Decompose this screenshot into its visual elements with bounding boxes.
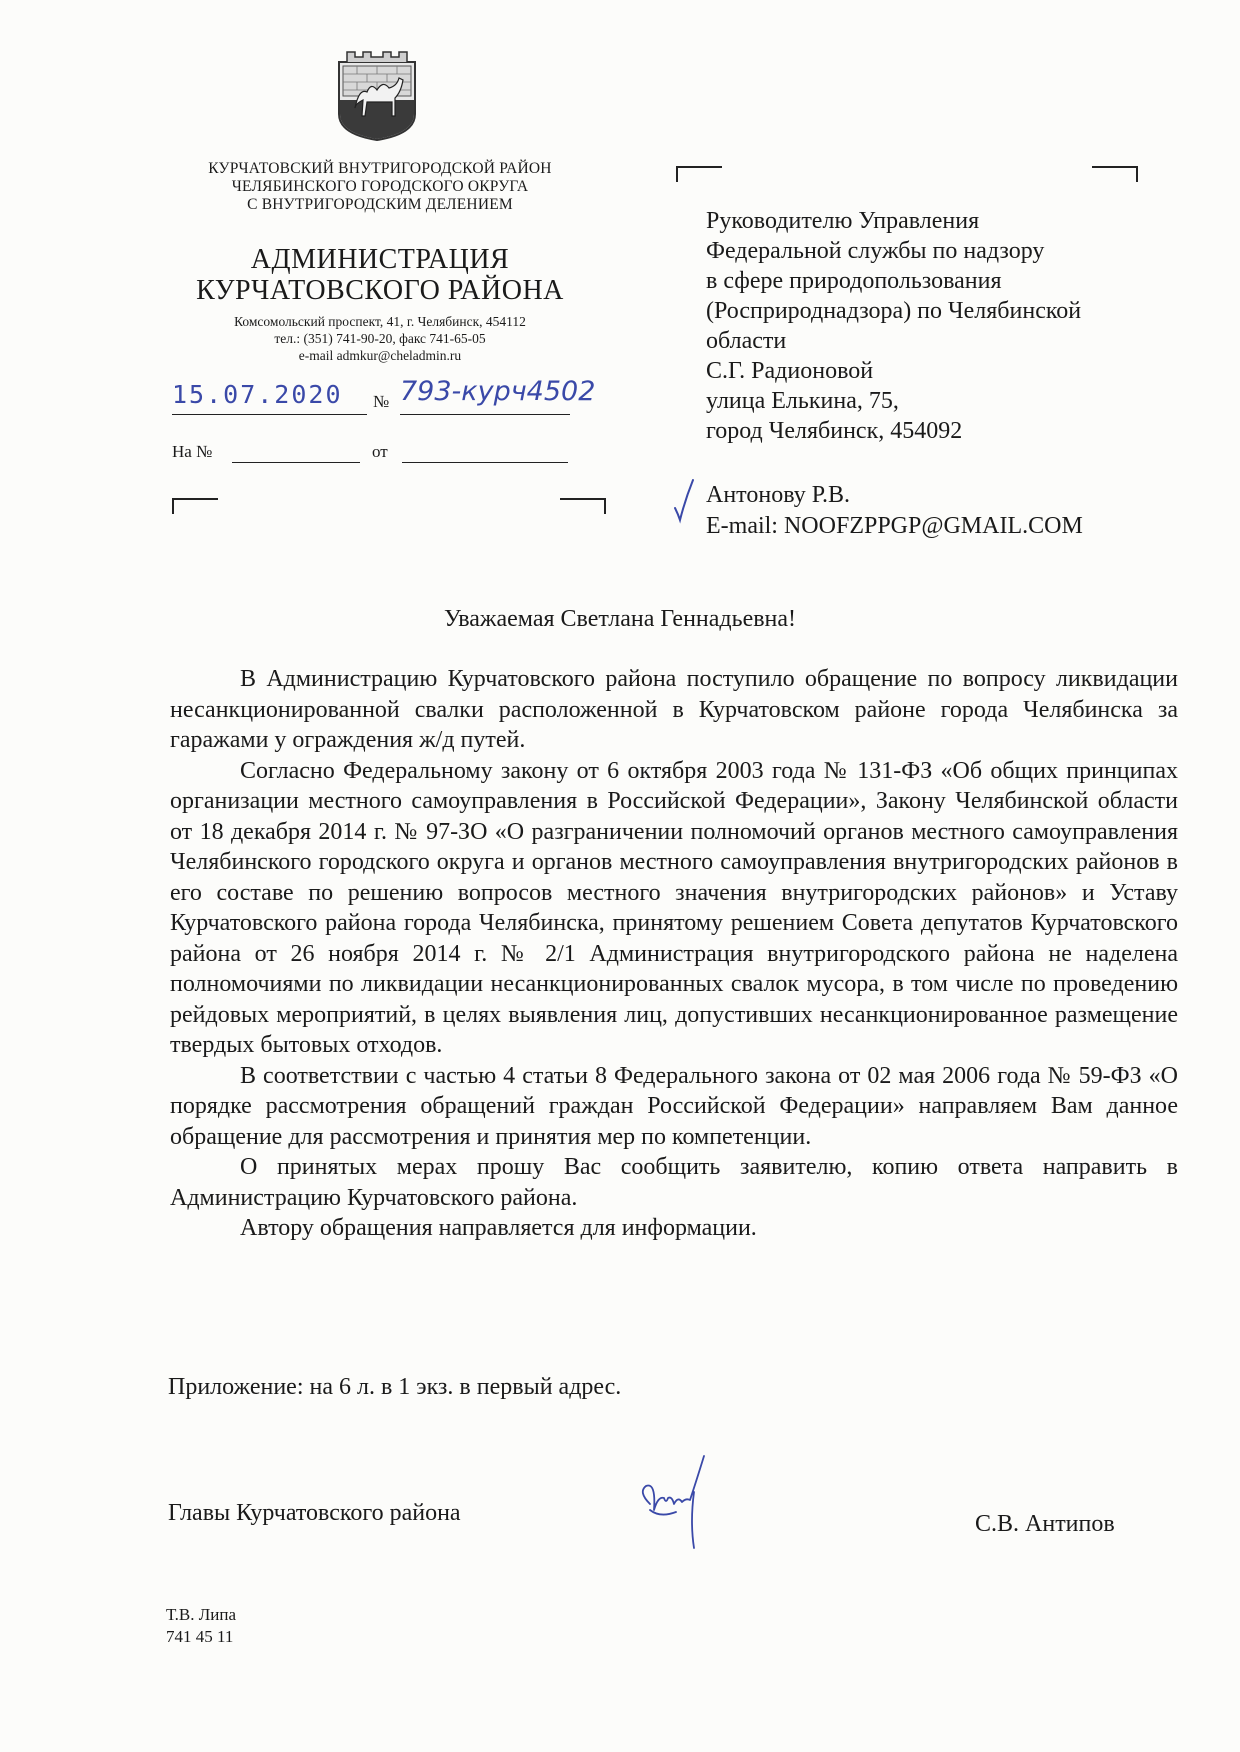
- second-recipient-name: Антонову Р.В.: [706, 482, 851, 508]
- second-recipient: [706, 480, 1083, 542]
- checkmark-icon: [672, 478, 696, 524]
- corner-bracket-right: [560, 498, 606, 514]
- body-paragraph: В соответствии с частью 4 статьи 8 Федерального закона от 02 мая 2006 года № 59-ФЗ «О порядке рассмотрения обращений граждан Российской Федерации» направляем Вам данное обращение для рассмотрения и принятия мер по компетенции.: [170, 1062, 1178, 1150]
- registration-date: 15.07.2020: [172, 380, 343, 409]
- district-line: С ВНУТРИГОРОДСКИМ ДЕЛЕНИЕМ: [247, 196, 513, 213]
- coat-of-arms-emblem: [337, 48, 417, 142]
- addressee-line: улица Елькина, 75,: [706, 388, 899, 414]
- addressee-line: Федеральной службы по надзору: [706, 238, 1045, 264]
- addressee-line: (Росприроднадзора) по Челябинской: [706, 298, 1082, 324]
- registration-number-underline: [400, 414, 570, 415]
- reference-from-label: от: [372, 442, 388, 461]
- addressee-line: город Челябинск, 454092: [706, 418, 963, 444]
- corner-bracket-right: [1092, 166, 1138, 182]
- body-paragraph: В Администрацию Курчатовского района поступило обращение по вопросу ликвидации несанкционированной свалки расположенной в Курчатовском районе города Челябинска за гаражами у ограждения ж/д путей.: [170, 666, 1178, 753]
- body-paragraph: Согласно Федеральному закону от 6 октября 2003 года № 131-ФЗ «Об общих принципах организации местного самоуправления в Российской Федерации», Закону Челябинской области от 18 декабря 2014 г. № 97-ЗО «О разграничении полномочий органов местного самоуправления Челябинского городского округа и органов местного самоуправления внутригородских районов в его составе по решению вопросов местного значения внутригородских районов» и Уставу Курчатовского района города Челябинска, принятому решением Совета депутатов Курчатовского района от 26 ноября 2014 г. № 2/1 Администрация внутригородского района не наделена полномочиями по ликвидации несанкционированных свалок мусора, в том числе по проведению рейдовых мероприятий, в целях выявления лиц, допустивших несанкционированное размещение твердых бытовых отходов.: [170, 757, 1178, 1058]
- attachment-note: Приложение: на 6 л. в 1 экз. в первый адрес.: [168, 1374, 622, 1400]
- executor-block: [166, 1604, 236, 1648]
- corner-bracket-left: [676, 166, 722, 182]
- addressee-line: области: [706, 328, 787, 354]
- district-line: КУРЧАТОВСКИЙ ВНУТРИГОРОДСКОЙ РАЙОН: [208, 160, 552, 177]
- reference-date-line: [402, 462, 568, 463]
- body-paragraph: О принятых мерах прошу Вас сообщить заявителю, копию ответа направить в Администрацию Курчатовского района.: [170, 1154, 1178, 1211]
- executor-name: Т.В. Липа: [166, 1605, 237, 1624]
- registration-date-underline: [172, 414, 367, 415]
- second-recipient-email: E-mail: NOOFZPPGP@GMAIL.COM: [706, 513, 1083, 539]
- corner-bracket-left: [172, 498, 218, 514]
- administration-title: [160, 244, 600, 306]
- signatory-name: С.В. Антипов: [975, 1511, 1115, 1537]
- registration-number-label: №: [373, 392, 390, 411]
- admin-title-line: АДМИНИСТРАЦИЯ: [250, 244, 510, 275]
- signatory-position: Главы Курчатовского района: [168, 1500, 461, 1526]
- reference-label: На №: [172, 442, 213, 461]
- handwritten-signature: [620, 1452, 750, 1552]
- admin-email: e-mail admkur@cheladmin.ru: [298, 348, 462, 363]
- administration-contacts: [160, 313, 600, 364]
- addressee-line: Руководителю Управления: [706, 208, 980, 234]
- executor-phone: 741 45 11: [166, 1627, 234, 1646]
- admin-phone: тел.: (351) 741-90-20, факс 741-65-05: [274, 331, 486, 346]
- salutation: Уважаемая Светлана Геннадьевна!: [443, 606, 797, 632]
- body-paragraph: Автору обращения направляется для информации.: [240, 1215, 757, 1241]
- admin-address: Комсомольский проспект, 41, г. Челябинск, 454112: [234, 314, 526, 329]
- district-line: ЧЕЛЯБИНСКОГО ГОРОДСКОГО ОКРУГА: [231, 178, 529, 195]
- district-name: [160, 160, 600, 214]
- registration-number: 793-курч4502: [400, 376, 596, 407]
- letter-body: [170, 664, 1178, 1244]
- admin-title-line: КУРЧАТОВСКОГО РАЙОНА: [196, 275, 564, 306]
- addressee-block: [706, 206, 1081, 446]
- reference-number-line: [232, 462, 360, 463]
- addressee-line: в сфере природопользования: [706, 268, 1002, 294]
- addressee-line: С.Г. Радионовой: [706, 358, 874, 384]
